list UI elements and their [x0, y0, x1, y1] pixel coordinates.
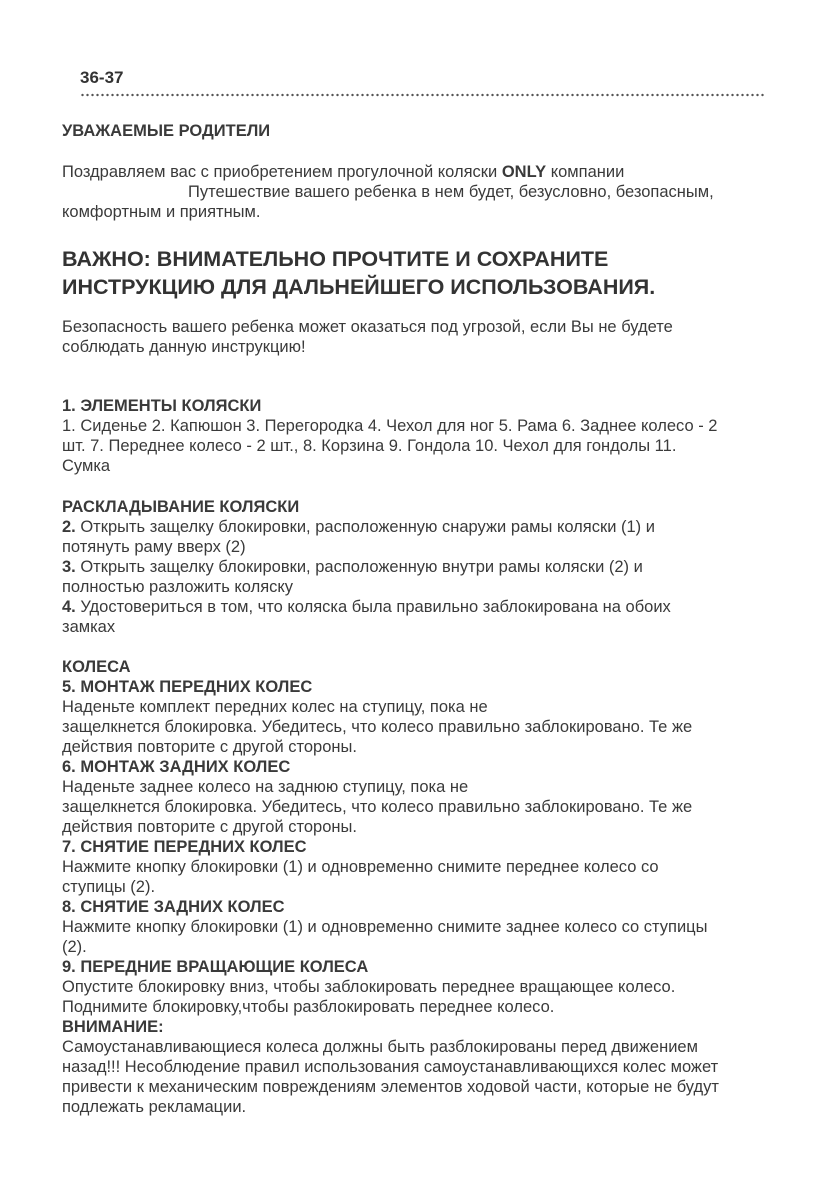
- front-mount-line-2: защелкнется блокировка. Убедитесь, что колесо правильно заблокировано. Те же: [62, 718, 693, 736]
- swivel-line-1: Опустите блокировку вниз, чтобы заблокировать переднее вращающее колесо.: [62, 978, 676, 996]
- rear-remove-line-2: (2).: [62, 938, 87, 956]
- unfold-step-2-line-1: [62, 517, 782, 537]
- unfold-section: [62, 497, 782, 637]
- unfold-step-4-line-2: замках: [62, 618, 116, 636]
- brand-name: ONLY: [501, 163, 547, 181]
- safety-line-1: Безопасность вашего ребенка может оказаться под угрозой, если Вы не будете: [62, 318, 673, 336]
- attention-title: ВНИМАНИЕ:: [62, 1018, 164, 1036]
- greeting-section: [62, 121, 782, 141]
- elements-title: 1. ЭЛЕМЕНТЫ КОЛЯСКИ: [62, 397, 262, 415]
- attention-line-1: Самоустанавливающиеся колеса должны быть разблокированы перед движением: [62, 1038, 698, 1056]
- front-remove-title: 7. СНЯТИЕ ПЕРЕДНИХ КОЛЕС: [62, 838, 307, 856]
- swivel-line-2: Поднимите блокировку,чтобы разблокировать переднее колесо.: [62, 998, 555, 1016]
- greeting-text: [62, 162, 782, 222]
- greeting-title: УВАЖАЕМЫЕ РОДИТЕЛИ: [62, 122, 271, 140]
- greeting-line-1-pre: Поздравляем вас с приобретением прогулочной коляски: [62, 163, 502, 181]
- swivel-title: 9. ПЕРЕДНИЕ ВРАЩАЮЩИЕ КОЛЕСА: [62, 958, 369, 976]
- unfold-step-3-line-2: полностью разложить коляску: [62, 578, 294, 596]
- rear-mount-title: 6. МОНТАЖ ЗАДНИХ КОЛЕС: [62, 758, 291, 776]
- front-mount-title: 5. МОНТАЖ ПЕРЕДНИХ КОЛЕС: [62, 678, 313, 696]
- front-remove-line-1: Нажмите кнопку блокировки (1) и одновременно снимите переднее колесо со: [62, 858, 659, 876]
- attention-line-4: подлежать рекламации.: [62, 1098, 247, 1116]
- elements-line-2: шт. 7. Переднее колесо - 2 шт., 8. Корзина 9. Гондола 10. Чехол для гондолы 11.: [62, 437, 677, 455]
- dotted-divider: [80, 93, 766, 97]
- rear-remove-title: 8. СНЯТИЕ ЗАДНИХ КОЛЕС: [62, 898, 285, 916]
- unfold-step-3-num: 3.: [62, 558, 76, 576]
- greeting-line-3: комфортным и приятным.: [62, 203, 261, 221]
- important-heading: [62, 245, 782, 301]
- unfold-step-3-line-1: [62, 557, 782, 577]
- rear-mount-line-1: Наденьте заднее колесо на заднюю ступицу, пока не: [62, 778, 469, 796]
- attention-line-2: назад!!! Несоблюдение правил использования самоустанавливающихся колес может: [62, 1058, 719, 1076]
- unfold-title: РАСКЛАДЫВАНИЕ КОЛЯСКИ: [62, 498, 300, 516]
- front-mount-line-3: действия повторите с другой стороны.: [62, 738, 357, 756]
- attention-line-3: привести к механическим повреждениям элементов ходовой части, которые не будут: [62, 1078, 719, 1096]
- elements-section: [62, 396, 782, 476]
- elements-line-3: Сумка: [62, 457, 111, 475]
- unfold-step-2-text: Открыть защелку блокировки, расположенную снаружи рамы коляски (1) и: [75, 518, 655, 536]
- unfold-step-2-num: 2.: [62, 518, 76, 536]
- greeting-line-2: Путешествие вашего ребенка в нем будет, безусловно, безопасным,: [188, 183, 714, 201]
- unfold-step-3-text: Открыть защелку блокировки, расположенную внутри рамы коляски (2) и: [75, 558, 643, 576]
- important-line-1: ВАЖНО: ВНИМАТЕЛЬНО ПРОЧТИТЕ И СОХРАНИТЕ: [62, 247, 609, 271]
- important-line-2: ИНСТРУКЦИЮ ДЛЯ ДАЛЬНЕЙШЕГО ИСПОЛЬЗОВАНИЯ.: [62, 275, 656, 299]
- unfold-step-2-line-2: потянуть раму вверх (2): [62, 538, 246, 556]
- safety-line-2: соблюдать данную инструкцию!: [62, 338, 306, 356]
- rear-mount-line-2: защелкнется блокировка. Убедитесь, что колесо правильно заблокировано. Те же: [62, 798, 693, 816]
- elements-line-1: 1. Сиденье 2. Капюшон 3. Перегородка 4. Чехол для ног 5. Рама 6. Заднее колесо - 2: [62, 417, 718, 435]
- rear-mount-line-3: действия повторите с другой стороны.: [62, 818, 357, 836]
- rear-remove-line-1: Нажмите кнопку блокировки (1) и одновременно снимите заднее колесо со ступицы: [62, 918, 708, 936]
- unfold-step-4-num: 4.: [62, 598, 76, 616]
- greeting-line-1-post: компании: [546, 163, 625, 181]
- wheels-title: КОЛЕСА: [62, 658, 131, 676]
- page-number: 36-37: [80, 68, 124, 87]
- unfold-step-4-line-1: [62, 597, 782, 617]
- greeting-line-1: [62, 162, 782, 182]
- safety-text: [62, 317, 782, 357]
- front-mount-line-1: Наденьте комплект передних колес на ступицу, пока не: [62, 698, 488, 716]
- wheels-section: [62, 657, 782, 1117]
- unfold-step-4-text: Удостовериться в том, что коляска была правильно заблокирована на обоих: [75, 598, 671, 616]
- front-remove-line-2: ступицы (2).: [62, 878, 156, 896]
